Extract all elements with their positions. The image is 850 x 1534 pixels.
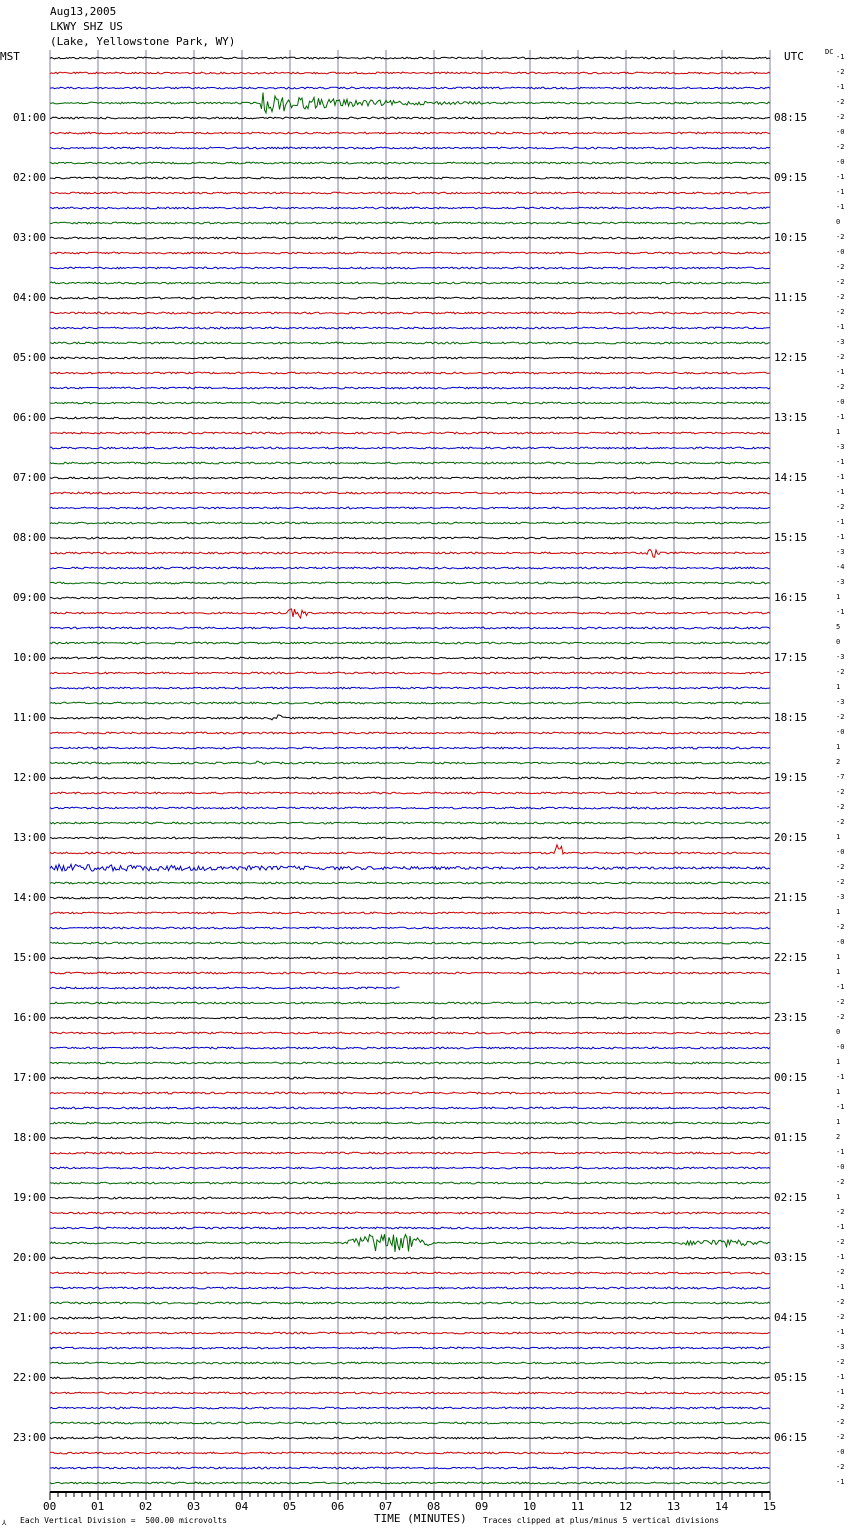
dc-offset-label: -2	[836, 1358, 845, 1366]
left-time-label: 13:00	[13, 831, 47, 844]
seismic-traces	[50, 57, 770, 1484]
right-time-label: 13:15	[774, 411, 808, 424]
dc-offset-label: -2	[836, 713, 845, 721]
trace-94	[50, 1467, 770, 1469]
x-tick-label: 15	[763, 1500, 777, 1513]
dc-offset-label: -2	[836, 1433, 845, 1441]
dc-offset-label: -2	[836, 923, 845, 931]
minute-gridlines	[50, 50, 770, 1492]
dc-offset-label: -2	[836, 98, 845, 106]
left-time-label: 06:00	[13, 411, 47, 424]
trace-24	[50, 417, 770, 419]
trace-27	[50, 462, 770, 464]
dc-offset-label: -3	[836, 653, 845, 661]
right-time-label: 17:15	[774, 651, 808, 664]
x-tick-label: 05	[283, 1500, 297, 1513]
dc-offset-label: -1	[836, 1073, 845, 1081]
x-axis-title: TIME (MINUTES)	[374, 1512, 467, 1525]
trace-93	[50, 1452, 770, 1454]
dc-offset-label: -1	[836, 1148, 845, 1156]
dc-offset-label: -1	[836, 173, 845, 181]
right-time-label: 11:15	[774, 291, 808, 304]
trace-46	[50, 747, 770, 749]
dc-offset-label: -4	[836, 563, 845, 571]
dc-offset-label: -1	[836, 533, 845, 541]
trace-7	[50, 162, 770, 164]
dc-offset-label: -2	[836, 1268, 845, 1276]
trace-19	[50, 342, 770, 344]
trace-54	[50, 864, 770, 871]
right-time-label: 09:15	[774, 171, 808, 184]
trace-81	[50, 1272, 770, 1274]
trace-17	[50, 312, 770, 314]
left-time-label: 19:00	[13, 1191, 47, 1204]
trace-83	[50, 1302, 770, 1304]
right-time-label: 12:15	[774, 351, 808, 364]
dc-offset-label: -2	[836, 818, 845, 826]
trace-40	[50, 657, 770, 659]
dc-offset-label: -2	[836, 1178, 845, 1186]
trace-49	[50, 792, 770, 794]
dc-offset-label: -0	[836, 938, 845, 946]
dc-offset-label: -3	[836, 893, 845, 901]
trace-45	[50, 732, 770, 734]
dc-offset-label: -1	[836, 188, 845, 196]
dc-offset-label: 2	[836, 1133, 841, 1141]
trace-15	[50, 282, 770, 284]
dc-offset-label: -2	[836, 1313, 845, 1321]
dc-offset-label: 1	[836, 1088, 841, 1096]
trace-51	[50, 822, 770, 824]
trace-88	[50, 1377, 770, 1379]
right-time-label: 01:15	[774, 1131, 808, 1144]
left-time-label: 21:00	[13, 1311, 47, 1324]
x-tick-label: 11	[571, 1500, 585, 1513]
dc-offset-label: -0	[836, 128, 845, 136]
trace-68	[50, 1077, 770, 1079]
dc-offset-label: -0	[836, 1163, 845, 1171]
trace-80	[50, 1257, 770, 1259]
trace-77	[50, 1212, 770, 1214]
trace-41	[50, 672, 770, 674]
dc-offset-label: -3	[836, 443, 845, 451]
left-time-label: 22:00	[13, 1371, 47, 1384]
dc-offset-label: -0	[836, 248, 845, 256]
left-time-label: 17:00	[13, 1071, 47, 1084]
dc-offset-label: 1	[836, 1058, 841, 1066]
dc-offset-label: -2	[836, 1208, 845, 1216]
dc-offset-label: -2	[836, 293, 845, 301]
trace-79	[50, 1234, 770, 1252]
dc-offset-label: -1	[836, 83, 845, 91]
dc-offset-label: 5	[836, 623, 841, 631]
x-tick-label: 00	[43, 1500, 57, 1513]
dc-offset-label: 1	[836, 428, 841, 436]
right-time-label: 22:15	[774, 951, 808, 964]
left-time-label: 11:00	[13, 711, 47, 724]
trace-87	[50, 1362, 770, 1364]
dc-offset-label: -2	[836, 143, 845, 151]
left-time-label: 09:00	[13, 591, 47, 604]
left-time-label: 14:00	[13, 891, 47, 904]
dc-offset-label: -1	[836, 203, 845, 211]
dc-offset-label: -2	[836, 863, 845, 871]
dc-offset-label: -3	[836, 548, 845, 556]
right-time-label: 00:15	[774, 1071, 808, 1084]
trace-64	[50, 1017, 770, 1019]
trace-16	[50, 297, 770, 299]
dc-offset-label: -0	[836, 1448, 845, 1456]
trace-92	[50, 1437, 770, 1439]
trace-74	[50, 1167, 770, 1169]
trace-60	[50, 957, 770, 959]
right-time-label: 23:15	[774, 1011, 808, 1024]
dc-offset-label: 1	[836, 743, 841, 751]
dc-offset-label: -1	[836, 1328, 845, 1336]
left-time-label: 07:00	[13, 471, 47, 484]
dc-offset-label: -1	[836, 983, 845, 991]
x-tick-label: 01	[91, 1500, 105, 1513]
trace-67	[50, 1062, 770, 1064]
dc-offset-label: 1	[836, 953, 841, 961]
dc-offset-label: -3	[836, 698, 845, 706]
station-code: LKWY SHZ US	[50, 20, 123, 33]
dc-offset-label: -2	[836, 1238, 845, 1246]
trace-31	[50, 522, 770, 524]
trace-58	[50, 927, 770, 929]
trace-89	[50, 1392, 770, 1394]
x-tick-label: 02	[139, 1500, 153, 1513]
trace-65	[50, 1032, 770, 1034]
dc-offset-label: -0	[836, 848, 845, 856]
trace-36	[50, 597, 770, 599]
dc-offset-label: -2	[836, 503, 845, 511]
trace-10	[50, 207, 770, 209]
trace-57	[50, 912, 770, 914]
right-time-label: 15:15	[774, 531, 808, 544]
trace-76	[50, 1197, 770, 1199]
trace-34	[50, 567, 770, 569]
left-time-label: 01:00	[13, 111, 47, 124]
trace-35	[50, 582, 770, 584]
dc-offset-label: -1	[836, 458, 845, 466]
dc-offset-label: 1	[836, 593, 841, 601]
trace-2	[50, 87, 770, 89]
trace-8	[50, 177, 770, 179]
right-time-label: 21:15	[774, 891, 808, 904]
trace-18	[50, 327, 770, 329]
x-tick-label: 12	[619, 1500, 633, 1513]
dc-offset-label: 0	[836, 1028, 841, 1036]
time-axis	[50, 1492, 770, 1500]
dc-offset-label: -1	[836, 323, 845, 331]
right-time-label: 14:15	[774, 471, 808, 484]
trace-14	[50, 267, 770, 269]
left-time-label: 04:00	[13, 291, 47, 304]
right-time-label: 08:15	[774, 111, 808, 124]
trace-37	[50, 609, 770, 618]
dc-offset-label: -1	[836, 1283, 845, 1291]
dc-offset-label: -1	[836, 368, 845, 376]
trace-85	[50, 1332, 770, 1334]
right-time-label: 16:15	[774, 591, 808, 604]
dc-offset-label: -3	[836, 338, 845, 346]
dc-label: DC	[825, 48, 834, 56]
right-time-label: 19:15	[774, 771, 808, 784]
dc-offset-label: -1	[836, 518, 845, 526]
dc-offset-label: -2	[836, 1013, 845, 1021]
dc-offset-label: -0	[836, 728, 845, 736]
right-time-label: 18:15	[774, 711, 808, 724]
dc-offset-label: 0	[836, 638, 841, 646]
trace-38	[50, 627, 770, 629]
trace-55	[50, 882, 770, 884]
left-time-label: 05:00	[13, 351, 47, 364]
trace-48	[50, 777, 770, 779]
trace-5	[50, 132, 770, 134]
trace-6	[50, 147, 770, 149]
dc-offset-label: -2	[836, 68, 845, 76]
left-time-label: 18:00	[13, 1131, 47, 1144]
dc-offset-label: 1	[836, 1118, 841, 1126]
dc-offset-label: -2	[836, 263, 845, 271]
right-time-label: 04:15	[774, 1311, 808, 1324]
station-location: (Lake, Yellowstone Park, WY)	[50, 35, 236, 48]
dc-offset-label: -1	[836, 413, 845, 421]
trace-22	[50, 387, 770, 389]
left-time-label: 02:00	[13, 171, 47, 184]
right-time-label: 10:15	[774, 231, 808, 244]
trace-84	[50, 1317, 770, 1319]
left-time-label: 20:00	[13, 1251, 47, 1264]
trace-33	[50, 550, 770, 558]
dc-offset-label: -2	[836, 383, 845, 391]
trace-72	[50, 1137, 770, 1139]
trace-61	[50, 972, 770, 974]
dc-offset-label: -3	[836, 1343, 845, 1351]
trace-70	[50, 1107, 770, 1109]
trace-56	[50, 897, 770, 899]
dc-offset-label: 0	[836, 218, 841, 226]
dc-offset-label: -1	[836, 608, 845, 616]
dc-offset-label: -2	[836, 1298, 845, 1306]
dc-offset-label: 1	[836, 908, 841, 916]
trace-43	[50, 702, 770, 704]
dc-offset-label: -1	[836, 1223, 845, 1231]
dc-offset-label: -2	[836, 668, 845, 676]
trace-91	[50, 1422, 770, 1424]
dc-offset-label: -0	[836, 158, 845, 166]
dc-offset-label: -2	[836, 998, 845, 1006]
clip-note: Traces clipped at plus/minus 5 vertical divisions	[483, 1516, 720, 1525]
right-time-label: 06:15	[774, 1431, 808, 1444]
trace-69	[50, 1092, 770, 1094]
trace-23	[50, 402, 770, 404]
trace-52	[50, 837, 770, 839]
dc-offset-label: -1	[836, 1388, 845, 1396]
trace-30	[50, 507, 770, 509]
dc-offset-label: -2	[836, 233, 845, 241]
trace-59	[50, 942, 770, 944]
trace-39	[50, 642, 770, 644]
trace-25	[50, 432, 770, 434]
left-time-label: 03:00	[13, 231, 47, 244]
right-time-label: 05:15	[774, 1371, 808, 1384]
record-date: Aug13,2005	[50, 5, 117, 18]
dc-offset-label: -1	[836, 1373, 845, 1381]
trace-0	[50, 57, 770, 59]
corner-mark: ⅄	[2, 1519, 7, 1527]
dc-offset-label: -2	[836, 353, 845, 361]
dc-offset-label: -2	[836, 278, 845, 286]
dc-offset-label: -0	[836, 398, 845, 406]
x-tick-label: 03	[187, 1500, 201, 1513]
trace-90	[50, 1407, 770, 1409]
dc-offset-label: -1	[836, 1253, 845, 1261]
x-tick-label: 04	[235, 1500, 249, 1513]
x-tick-label: 14	[715, 1500, 729, 1513]
dc-offset-label: -1	[836, 473, 845, 481]
trace-62	[50, 987, 400, 989]
trace-4	[50, 117, 770, 119]
right-time-label: 03:15	[774, 1251, 808, 1264]
trace-12	[50, 237, 770, 239]
x-tick-label: 10	[523, 1500, 537, 1513]
dc-offset-label: -2	[836, 878, 845, 886]
trace-75	[50, 1182, 770, 1184]
x-tick-label: 13	[667, 1500, 681, 1513]
trace-13	[50, 252, 770, 254]
trace-86	[50, 1347, 770, 1349]
dc-offset-label: 2	[836, 758, 841, 766]
x-tick-label: 09	[475, 1500, 489, 1513]
trace-11	[50, 222, 770, 224]
dc-offset-label: -1	[836, 53, 845, 61]
trace-53	[50, 845, 770, 854]
dc-offset-label: 1	[836, 833, 841, 841]
trace-82	[50, 1287, 770, 1289]
dc-offset-label: -2	[836, 1463, 845, 1471]
left-time-label: 15:00	[13, 951, 47, 964]
dc-offset-label: 1	[836, 683, 841, 691]
trace-47	[50, 761, 770, 764]
dc-offset-label: -1	[836, 1478, 845, 1486]
x-tick-label: 08	[427, 1500, 441, 1513]
trace-9	[50, 192, 770, 194]
left-time-label: 08:00	[13, 531, 47, 544]
trace-73	[50, 1152, 770, 1154]
dc-offset-label: -0	[836, 1043, 845, 1051]
trace-63	[50, 1002, 770, 1004]
dc-offset-label: -2	[836, 788, 845, 796]
x-tick-label: 07	[379, 1500, 393, 1513]
left-time-label: 16:00	[13, 1011, 47, 1024]
scale-note: Each Vertical Division = 500.00 microvolts	[20, 1516, 228, 1525]
trace-71	[50, 1122, 770, 1124]
trace-21	[50, 372, 770, 374]
trace-1	[50, 72, 770, 74]
trace-20	[50, 357, 770, 359]
right-time-label: 20:15	[774, 831, 808, 844]
right-time-label: 02:15	[774, 1191, 808, 1204]
trace-78	[50, 1227, 770, 1229]
trace-66	[50, 1047, 770, 1049]
right-axis-label: UTC	[784, 50, 804, 63]
trace-42	[50, 687, 770, 689]
dc-offset-label: -2	[836, 1403, 845, 1411]
left-time-label: 12:00	[13, 771, 47, 784]
trace-29	[50, 492, 770, 494]
dc-offset-label: -2	[836, 1418, 845, 1426]
x-tick-label: 06	[331, 1500, 345, 1513]
dc-offset-label: 1	[836, 968, 841, 976]
dc-offset-label: -2	[836, 803, 845, 811]
dc-offset-label: -2	[836, 113, 845, 121]
trace-26	[50, 447, 770, 449]
dc-offset-label: -3	[836, 578, 845, 586]
left-axis-label: MST	[0, 50, 20, 63]
dc-offset-label: -1	[836, 1103, 845, 1111]
trace-44	[50, 715, 770, 720]
dc-offset-label: 1	[836, 1193, 841, 1201]
trace-95	[50, 1482, 770, 1484]
dc-offset-label: -7	[836, 773, 845, 781]
left-time-label: 23:00	[13, 1431, 47, 1444]
trace-28	[50, 477, 770, 479]
trace-3	[50, 93, 770, 113]
dc-offset-label: -2	[836, 308, 845, 316]
trace-32	[50, 537, 770, 539]
left-time-label: 10:00	[13, 651, 47, 664]
trace-50	[50, 807, 770, 809]
dc-offset-label: -1	[836, 488, 845, 496]
